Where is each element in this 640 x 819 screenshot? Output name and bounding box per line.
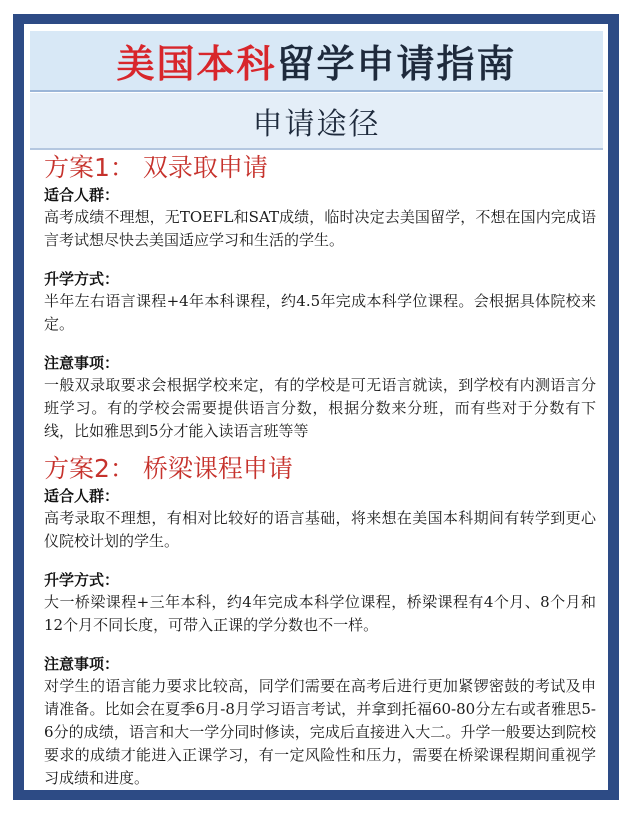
method-label: 升学方式： [44, 270, 120, 288]
notes-text: 一般双录取要求会根据学校来定，有的学校是可无语言就读，到学校有内测语言分班学习。有的学校会需要提供语言分数，根据分数来分班，而有些对于分数有下线，比如雅思到5分才能入读语言班等等 [44, 376, 596, 440]
title-rest: 留学申请指南 [276, 42, 517, 86]
plan-title: 方案2： 桥梁课程申请 [44, 454, 293, 483]
method-text: 半年左右语言课程+4年本科课程，约4.5年完成本科学位课程。会根据具体院校来定。 [44, 292, 596, 333]
method-label: 升学方式： [44, 571, 120, 589]
audience-text: 高考录取不理想，有相对比较好的语言基础，将来想在美国本科期间有转学到更心仪院校计划的学生。 [44, 509, 596, 550]
notes-label: 注意事项： [44, 354, 120, 372]
subtitle-banner [30, 93, 603, 150]
plan-section-1 [44, 152, 596, 443]
plan-section-2 [44, 453, 596, 790]
subtitle: 申请途径 [252, 106, 381, 142]
plan-title: 方案1： 双录取申请 [44, 153, 268, 182]
audience-label: 适合人群： [44, 186, 120, 204]
audience-label: 适合人群： [44, 487, 120, 505]
content-body [44, 150, 596, 790]
notes-text: 对学生的语言能力要求比较高，同学们需要在高考后进行更加紧锣密鼓的考试及申请准备。比如会在夏季6月-8月学习语言考试，并拿到托福60-80分左右或者雅思5-6分的成绩，语言和大一学分同时修读，完成后直接进入大二。升学一般要达到院校要求的成绩才能进入正课学习，有一定风险性和压力，需要在桥梁课程期间重视学习成绩和进度。 [44, 677, 596, 787]
audience-text: 高考成绩不理想，无TOEFL和SAT成绩，临时决定去美国留学，不想在国内完成语言考试想尽快去美国适应学习和生活的学生。 [44, 208, 596, 249]
title-highlight: 美国本科 [116, 42, 277, 86]
title-banner [30, 31, 603, 92]
notes-label: 注意事项： [44, 655, 120, 673]
method-text: 大一桥梁课程+三年本科，约4年完成本科学位课程，桥梁课程有4个月、8个月和12个月不同长度，可带入正课的学分数也不一样。 [44, 593, 596, 634]
